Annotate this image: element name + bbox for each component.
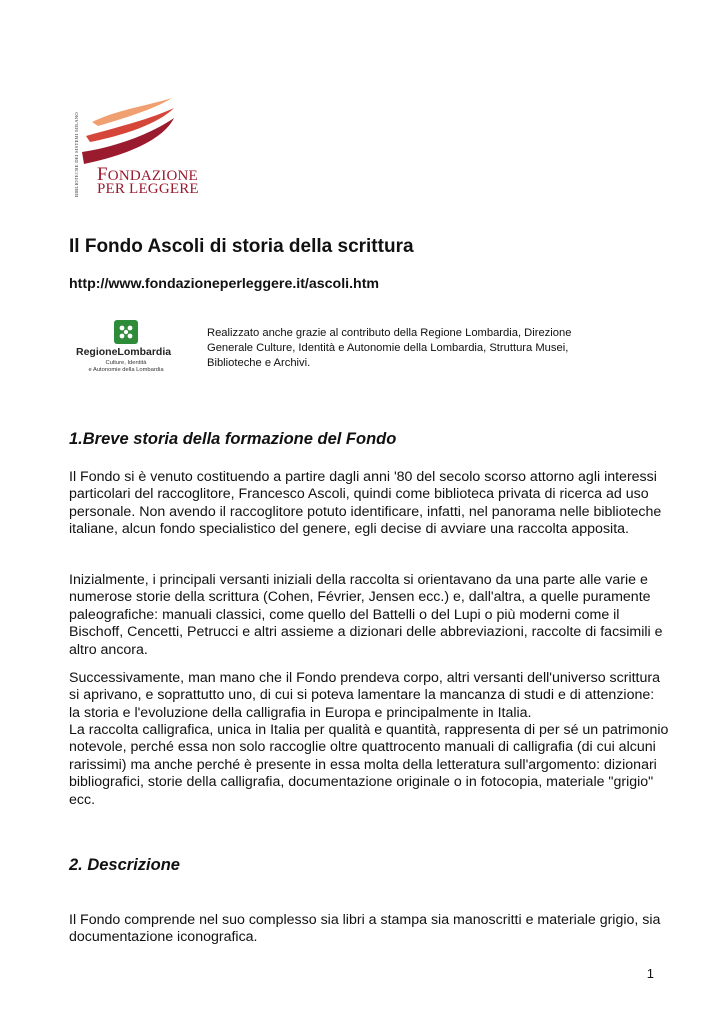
regione-lombardia-name: RegioneLombardia [76,346,172,358]
section2-paragraph: Il Fondo comprende nel suo complesso sia libri a stampa sia manoscritti e materiale grigio, sia documentazione iconografica. [69,912,661,946]
logo-per-leggere-text: PER LEGGERE [97,181,199,197]
logo-fondazione-text: FONDAZIONE [97,164,198,185]
section1-paragraph: Inizialmente, i principali versanti iniziali della raccolta si orientavano da una parte alle varie e numerose storie della scrittura (Cohen, Février, Jensen ecc.) e, dall'altra, a quelle puramente paleografiche: manuali classici, come quello del Battelli o del Lupi o più moderni come il Bischoff, Cencetti, Petrucci e altri assieme a dizionari delle abbreviazioni, raccolte di facsimili e altro ancora. [69,572,663,658]
section1-heading: 1.Breve storia della formazione del Fondo [69,430,397,448]
rose-camuna-icon [114,320,138,344]
section1-paragraph: La raccolta calligrafica, unica in Italia per qualità e quantità, rappresenta di per sé un patrimonio notevole, perché essa non solo raccoglie oltre quattrocento manuali di calligrafia (di cui alcuni rarissimi) ma anche perché è presente in essa molta della letteratura sull'argomento: dizionari bibliografici, storie della calligrafia, documentazione originale o in fotocopia, materiale "grigio" ecc. [69,722,669,808]
contributo-text: Realizzato anche grazie al contributo della Regione Lombardia, Direzione Generale Culture, Identità e Autonomie della Lombardia, Struttura Musei, Biblioteche e Archivi. [207,327,572,369]
document-title: Il Fondo Ascoli di storia della scrittura [69,236,414,257]
logo-vertical-text: BIBLIOTECHE DEI SISTEMI MILANO [74,112,79,197]
section2-heading: 2. Descrizione [69,856,180,874]
document-url[interactable]: http://www.fondazioneperleggere.it/ascoli.htm [69,276,380,292]
regione-lombardia-logo [74,320,178,380]
section1-paragraph: Il Fondo si è venuto costituendo a partire dagli anni '80 del secolo scorso attorno agli interessi particolari del raccoglitore, Francesco Ascoli, quindi come biblioteca privata di ricerca ad uso personale. Non avendo il raccoglitore potuto identificare, infatti, nel panorama nelle biblioteche italiane, alcun fondo specialistico del genere, egli decise di avviare una raccolta apposita. [69,469,662,538]
regione-lombardia-sub2: e Autonomie della Lombardia [88,367,164,373]
regione-lombardia-sub1: Culture, Identità [105,360,147,366]
section1-paragraph: Successivamente, man mano che il Fondo prendeva corpo, altri versanti dell'universo scrittura si aprivano, e soprattutto uno, di cui si poteva lamentare la mancanza di studi e di attenzione: la storia e l'evoluzione della calligrafia in Europa e principalmente in Italia. [69,670,660,721]
page-number: 1 [646,966,654,981]
